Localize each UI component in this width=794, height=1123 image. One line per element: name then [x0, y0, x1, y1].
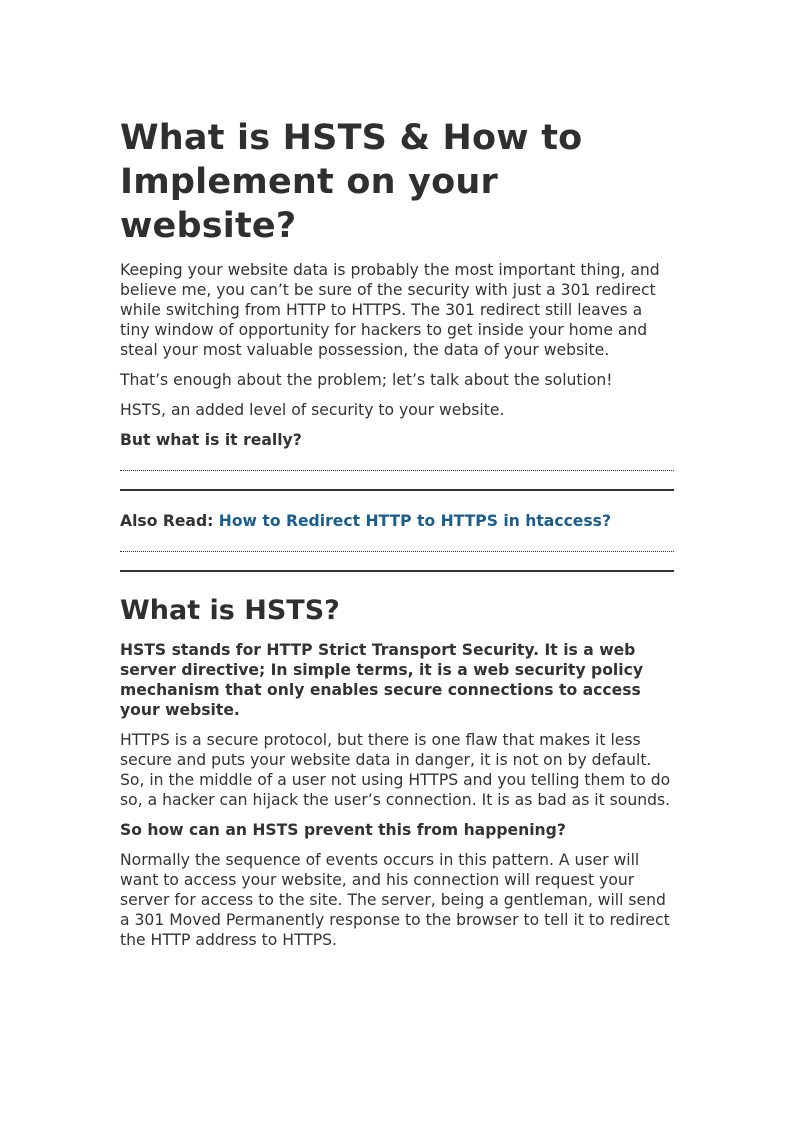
divider-solid-bottom [120, 570, 674, 572]
page-title: What is HSTS & How to Implement on your website? [120, 118, 583, 246]
section-heading: What is HSTS? [120, 595, 340, 626]
definition-paragraph: HSTS stands for HTTP Strict Transport Security. It is a web server directive; In simple terms, it is a web security policy mechanism that only enables secure connections to access your website. [120, 641, 644, 719]
divider-solid-top [120, 489, 674, 491]
divider-dotted-top [120, 470, 674, 471]
also-read [120, 511, 674, 531]
divider-dotted-bottom [120, 551, 674, 552]
subheading: So how can an HSTS prevent this from happening? [120, 821, 566, 839]
also-read-label: Also Read: [120, 512, 214, 530]
body-paragraph-1: HTTPS is a secure protocol, but there is one flaw that makes it less secure and puts your website data in danger, it is not on by default. So, in the middle of a user not using HTTPS and you telling them to do so, a hacker can hijack the user’s connection. It is as bad as it sounds. [120, 731, 671, 809]
intro-paragraph-3: HSTS, an added level of security to your website. [120, 401, 505, 419]
also-read-link[interactable]: How to Redirect HTTP to HTTPS in htaccess? [218, 512, 611, 530]
intro-question: But what is it really? [120, 431, 302, 449]
article [120, 116, 674, 960]
body-paragraph-2: Normally the sequence of events occurs in this pattern. A user will want to access your website, and his connection will request your server for access to the site. The server, being a gentleman, will send a 301 Moved Permanently response to the browser to tell it to redirect the HTTP address to HTTPS. [120, 851, 670, 949]
intro-paragraph-1: Keeping your website data is probably the most important thing, and believe me, you can’t be sure of the security with just a 301 redirect while switching from HTTP to HTTPS. The 301 redirect still leaves a tiny window of opportunity for hackers to get inside your home and steal your most valuable possession, the data of your website. [120, 261, 660, 359]
intro-paragraph-2: That’s enough about the problem; let’s talk about the solution! [120, 371, 613, 389]
